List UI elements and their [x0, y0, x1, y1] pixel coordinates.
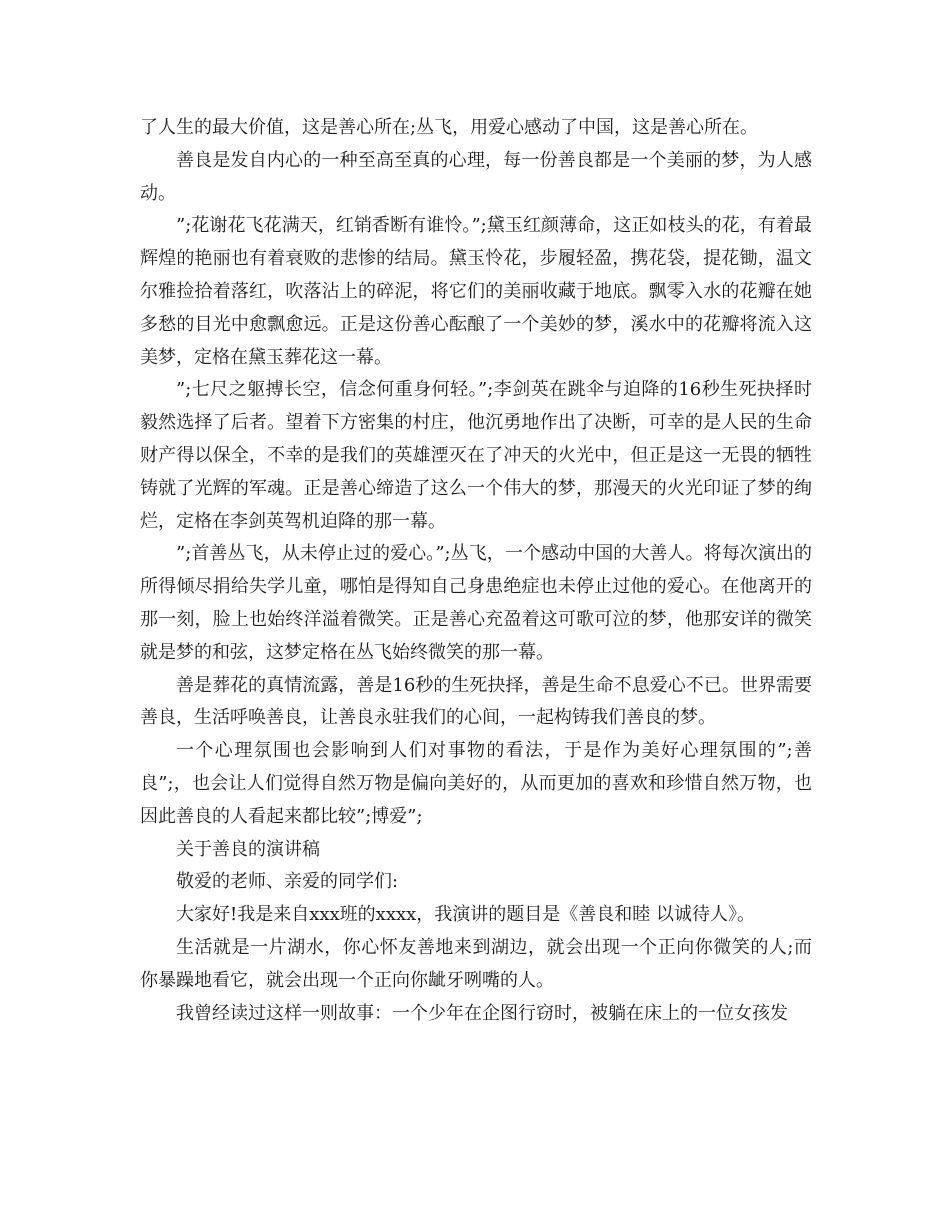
paragraph-greeting: 大家好!我是来自xxx班的xxxx，我演讲的题目是《善良和睦 以诚待人》。 [176, 904, 756, 926]
document-page [140, 112, 812, 1030]
paragraph-daiyu: ”;花谢花飞花满天，红销香断有谁怜。”;黛玉红颜薄命，这正如枝头的花，有着最辉煌的艳丽也有着衰败的悲惨的结局。黛玉怜花，步履轻盈，携花袋，提花锄，温文尔雅捡拾着落红，吹落沾上的碎泥，将它们的美丽收藏于地底。飘零入水的花瓣在她多愁的目光中愈飘愈远。正是这份善心酝酿了一个美妙的梦，溪水中的花瓣将流入这美梦，定格在黛玉葬花这一幕。 [140, 215, 812, 368]
section-title: 关于善良的演讲稿 [176, 838, 320, 860]
paragraph-continuation: 了人生的最大价值，这是善心所在;丛飞，用爱心感动了中国，这是善心所在。 [140, 117, 759, 138]
paragraph-li-jianying: ”;七尺之躯搏长空，信念何重身何轻。”;李剑英在跳伞与迫降的16秒生死抉择时毅然选择了后者。望着下方密集的村庄，他沉勇地作出了决断，可幸的是人民的生命财产得以保全，不幸的是我们的英雄湮灭在了冲天的火光中，但正是这一无畏的牺牲铸就了光辉的军魂。正是善心缔造了这么一个伟大的梦，那漫天的火光印证了梦的绚烂，定格在李剑英驾机迫降的那一幕。 [140, 379, 812, 532]
salutation: 敬爱的老师、亲爱的同学们: [176, 871, 399, 893]
paragraph-kindness-dream: 善良是发自内心的一种至高至真的心理，每一份善良都是一个美丽的梦，为人感动。 [140, 149, 812, 204]
paragraph-psychology: 一个心理氛围也会影响到人们对事物的看法，于是作为美好心理氛围的”;善良”;，也会让人们觉得自然万物是偏向美好的，从而更加的喜欢和珍惜自然万物，也因此善良的人看起来都比较”;博爱”; [140, 740, 812, 827]
paragraph-cong-fei: ”;首善丛飞，从未停止过的爱心。”;丛飞，一个感动中国的大善人。将每次演出的所得倾尽捐给失学儿童，哪怕是得知自己身患绝症也未停止过他的爱心。在他离开的那一刻，脸上也始终洋溢着微笑。正是善心充盈着这可歌可泣的梦，他那安详的微笑就是梦的和弦，这梦定格在丛飞始终微笑的那一幕。 [140, 543, 812, 663]
paragraph-summary: 善是葬花的真情流露，善是16秒的生死抉择，善是生命不息爱心不已。世界需要善良，生活呼唤善良，让善良永驻我们的心间，一起构铸我们善良的梦。 [140, 674, 812, 729]
paragraph-story: 我曾经读过这样一则故事：一个少年在企图行窃时，被躺在床上的一位女孩发 [176, 1002, 788, 1024]
paragraph-lake: 生活就是一片湖水，你心怀友善地来到湖边，就会出现一个正向你微笑的人;而你暴躁地看它，就会出现一个正向你龇牙咧嘴的人。 [140, 936, 812, 991]
